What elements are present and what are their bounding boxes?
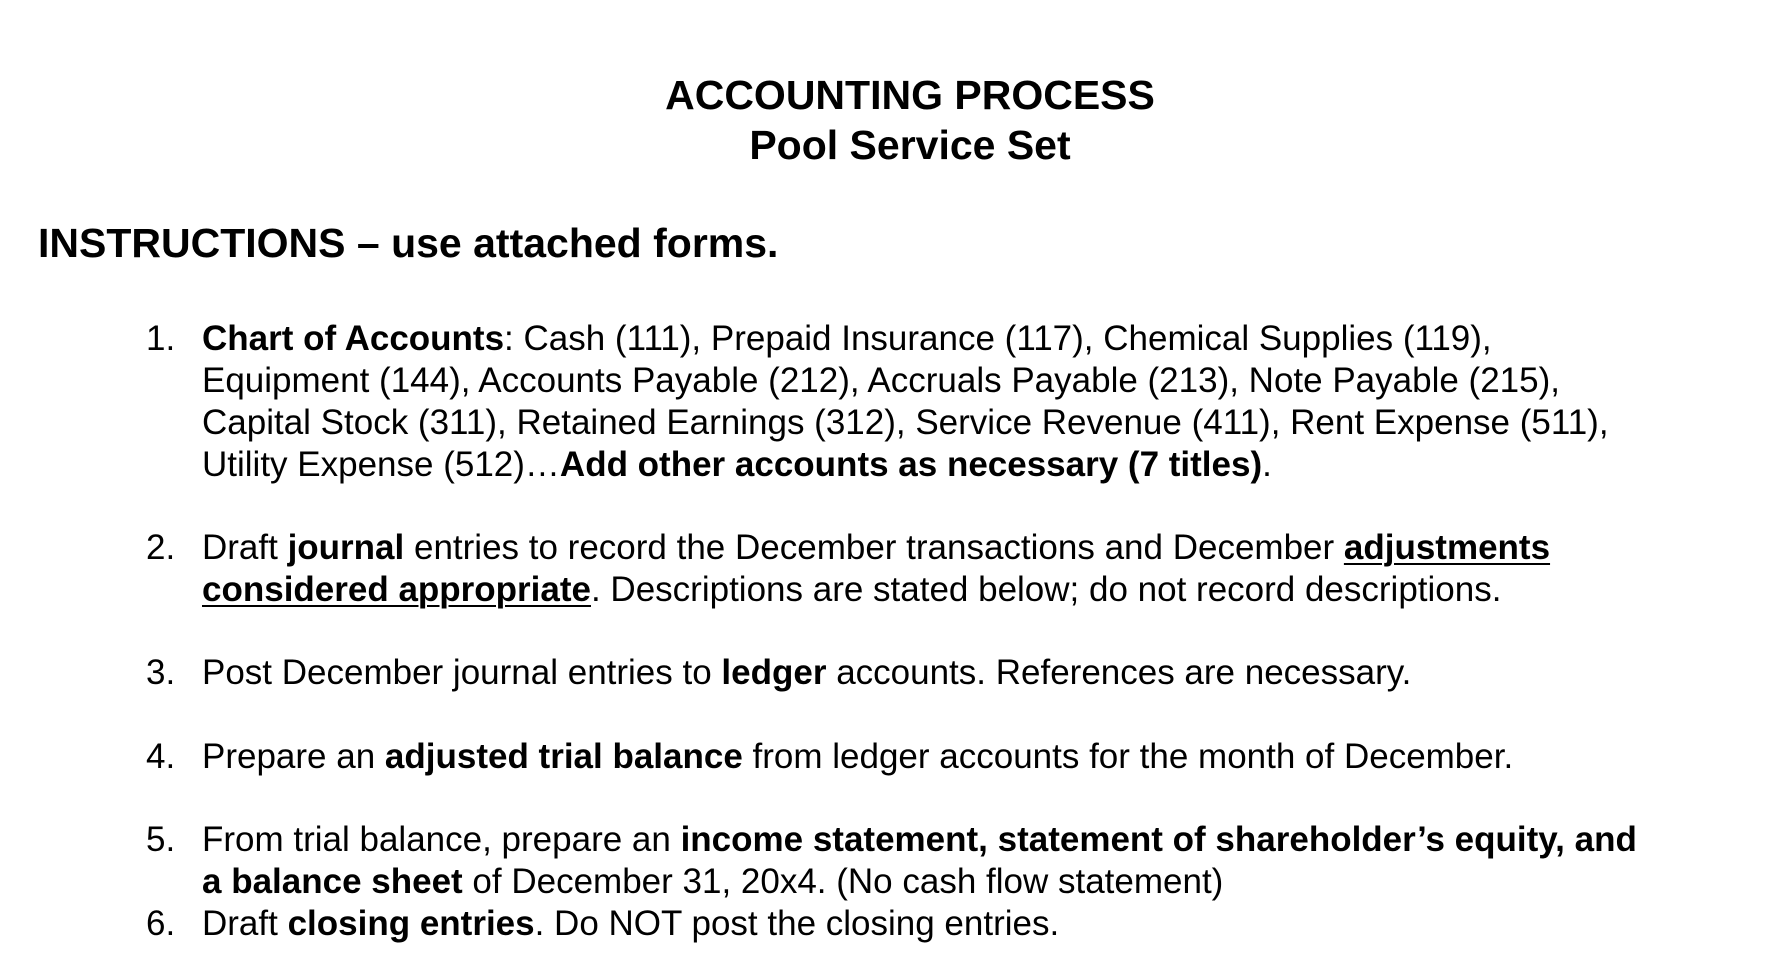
item-body [202,318,1706,486]
item-number: 3. [146,653,176,692]
bold-text: journal [287,528,405,567]
item-number: 4. [146,737,176,776]
text: accounts. References are necessary. [826,653,1412,692]
item-body [202,819,1706,903]
bold-text: income statement, statement of shareholder’s equity, and [680,820,1637,859]
item-body [202,527,1706,611]
bold-text: adjusted trial balance [384,737,743,776]
text: Draft [202,528,288,567]
item-body [202,652,1706,694]
bold-text: a balance sheet [202,862,463,901]
item-body [202,736,1706,778]
text: : Cash (111), Prepaid Insurance (117), Chemical Supplies (119), [504,319,1492,358]
item-number: 6. [146,904,176,943]
document-title [0,70,1770,170]
text: from ledger accounts for the month of December. [742,737,1514,776]
text: Utility Expense (512)… [202,445,560,484]
item-body [202,903,1706,945]
bold-underlined-text: considered appropriate [202,570,591,609]
title-line-1: ACCOUNTING PROCESS [665,72,1155,118]
text: Prepare an [202,737,385,776]
text: entries to record the December transactions and December [404,528,1344,567]
item-number: 2. [146,528,176,567]
item-number: 1. [146,319,176,358]
bold-text: Add other accounts as necessary (7 titles) [559,445,1263,484]
text: of December 31, 20x4. (No cash flow statement) [462,862,1224,901]
text: . [1262,445,1272,484]
text: Draft [202,904,288,943]
text: . Do NOT post the closing entries. [534,904,1060,943]
text: Equipment (144), Accounts Payable (212), Accruals Payable (213), Note Payable (215), [202,361,1560,400]
title-line-2: Pool Service Set [749,122,1071,168]
bold-text: closing entries [287,904,535,943]
text: . Descriptions are stated below; do not record descriptions. [590,570,1502,609]
text: Post December journal entries to [202,653,722,692]
text: Capital Stock (311), Retained Earnings (312), Service Revenue (411), Rent Expense (511), [202,403,1609,442]
bold-text: Chart of Accounts [202,319,505,358]
instructions-heading: INSTRUCTIONS – use attached forms. [38,220,779,266]
bold-text: ledger [721,653,827,692]
bold-underlined-text: adjustments [1343,528,1551,567]
item-number: 5. [146,820,176,859]
text: From trial balance, prepare an [202,820,681,859]
